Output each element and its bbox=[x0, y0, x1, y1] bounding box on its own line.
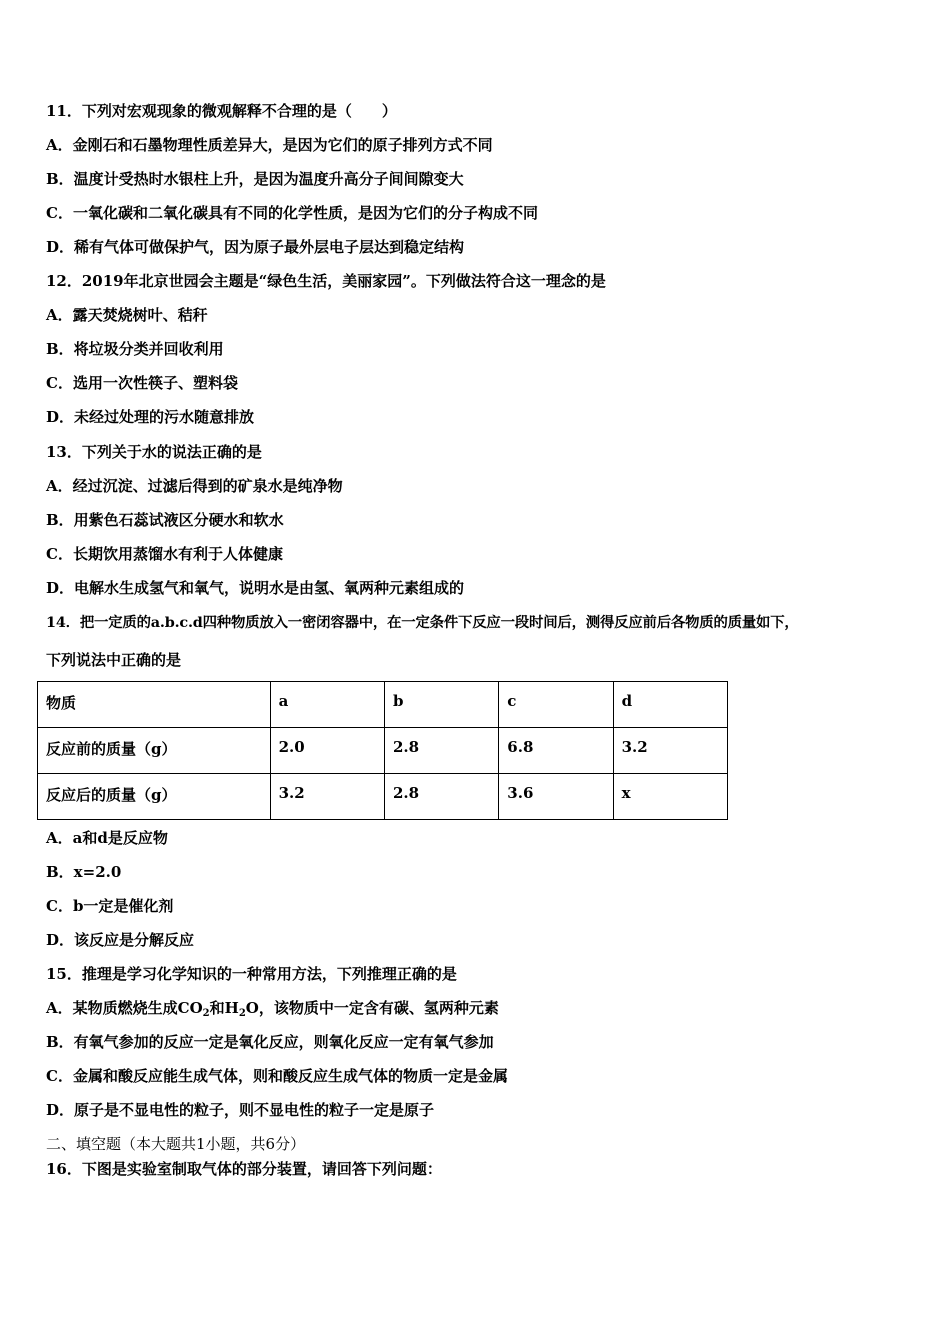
table-cell: 2.0 bbox=[270, 728, 384, 774]
q13-stem: 13．下列关于水的说法正确的是 bbox=[46, 443, 262, 461]
q12-option-d: D．未经过处理的污水随意排放 bbox=[46, 408, 255, 426]
q14-stem-line2: 下列说法中正确的是 bbox=[46, 651, 182, 669]
q14-option-a: A．a和d是反应物 bbox=[46, 829, 168, 847]
q15-option-b: B．有氧气参加的反应一定是氧化反应，则氧化反应一定有氧气参加 bbox=[46, 1033, 494, 1051]
table-cell: b bbox=[384, 682, 498, 728]
table-cell: 反应前的质量（g） bbox=[38, 728, 271, 774]
q14-option-b: B．x=2.0 bbox=[46, 863, 122, 881]
q15-a-suffix: O，该物质中一定含有碳、氢两种元素 bbox=[245, 999, 499, 1017]
table-cell: 物质 bbox=[38, 682, 271, 728]
table-cell: 2.8 bbox=[384, 728, 498, 774]
q15-option-c: C．金属和酸反应能生成气体，则和酸反应生成气体的物质一定是金属 bbox=[46, 1067, 508, 1085]
table-cell: 6.8 bbox=[499, 728, 613, 774]
q11-option-a: A．金刚石和石墨物理性质差异大，是因为它们的原子排列方式不同 bbox=[46, 136, 493, 154]
table-row bbox=[38, 728, 728, 774]
subscript: 2 bbox=[202, 1008, 210, 1019]
q15-stem: 15．推理是学习化学知识的一种常用方法，下列推理正确的是 bbox=[46, 965, 457, 983]
q12-option-c: C．选用一次性筷子、塑料袋 bbox=[46, 374, 238, 392]
q13-option-b: B．用紫色石蕊试液区分硬水和软水 bbox=[46, 511, 284, 529]
table-cell: c bbox=[499, 682, 613, 728]
mass-table bbox=[37, 681, 728, 820]
q16-stem: 16．下图是实验室制取气体的部分装置，请回答下列问题： bbox=[46, 1160, 442, 1178]
table-cell: 反应后的质量（g） bbox=[38, 774, 271, 820]
q14-option-c: C．b一定是催化剂 bbox=[46, 897, 174, 915]
q15-option-a bbox=[46, 998, 499, 1024]
table-cell: 3.6 bbox=[499, 774, 613, 820]
table-cell: a bbox=[270, 682, 384, 728]
table-cell: 2.8 bbox=[384, 774, 498, 820]
q14-option-d: D．该反应是分解反应 bbox=[46, 931, 195, 949]
q14-stem-line1: 14．把一定质的a.b.c.d四种物质放入一密闭容器中，在一定条件下反应一段时间后，测得反应前后各物质的质量如下， bbox=[46, 614, 799, 631]
q15-a-prefix: A．某物质燃烧生成CO bbox=[46, 999, 203, 1017]
q12-stem: 12．2019年北京世园会主题是“绿色生活，美丽家园”。下列做法符合这一理念的是 bbox=[46, 272, 606, 290]
table-cell: 3.2 bbox=[270, 774, 384, 820]
q13-option-c: C．长期饮用蒸馏水有利于人体健康 bbox=[46, 545, 283, 563]
section-title: 二、填空题（本大题共1小题，共6分） bbox=[46, 1135, 306, 1153]
q11-option-c: C．一氧化碳和二氧化碳具有不同的化学性质，是因为它们的分子构成不同 bbox=[46, 204, 538, 222]
q12-option-a: A．露天焚烧树叶、秸秆 bbox=[46, 306, 208, 324]
q13-option-d: D．电解水生成氢气和氧气，说明水是由氢、氧两种元素组成的 bbox=[46, 579, 465, 597]
q15-option-d: D．原子是不显电性的粒子，则不显电性的粒子一定是原子 bbox=[46, 1101, 435, 1119]
table-cell: 3.2 bbox=[613, 728, 727, 774]
q13-option-a: A．经过沉淀、过滤后得到的矿泉水是纯净物 bbox=[46, 477, 343, 495]
subscript: 2 bbox=[238, 1008, 246, 1019]
table-cell: x bbox=[613, 774, 727, 820]
q11-stem: 11．下列对宏观现象的微观解释不合理的是（ ） bbox=[46, 102, 397, 120]
table-header-row bbox=[38, 682, 728, 728]
q11-option-d: D．稀有气体可做保护气，因为原子最外层电子层达到稳定结构 bbox=[46, 238, 465, 256]
table-cell: d bbox=[613, 682, 727, 728]
q11-option-b: B．温度计受热时水银柱上升，是因为温度升高分子间间隙变大 bbox=[46, 170, 464, 188]
table-row bbox=[38, 774, 728, 820]
q15-a-mid: 和H bbox=[209, 999, 239, 1017]
q12-option-b: B．将垃圾分类并回收利用 bbox=[46, 340, 224, 358]
